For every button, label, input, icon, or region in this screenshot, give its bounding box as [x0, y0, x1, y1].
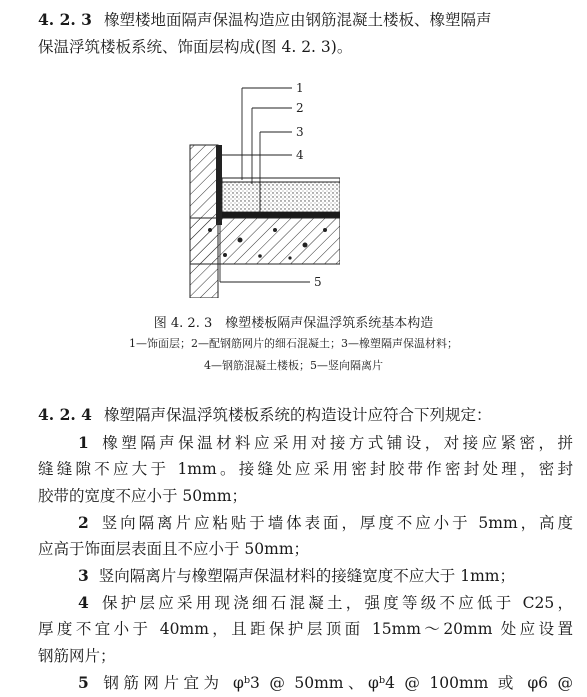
figure-legend-line-1: 1—饰面层；2—配钢筋网片的细石混凝土；3—橡塑隔声保温材料；	[129, 337, 458, 350]
item-4-line-2: 厚度不宜小于 40mm，且距保护层顶面 15mm～20mm 处应设置	[38, 620, 573, 638]
figure-label-2: 2	[296, 101, 304, 115]
item-5-line-1	[78, 673, 573, 693]
layer-insulation	[222, 212, 340, 218]
item-2-line-2: 应高于饰面层表面且不应小于 50mm；	[38, 540, 310, 558]
item-number: 5	[78, 673, 89, 692]
clause-text: 橡塑楼地面隔声保温构造应由钢筋混凝土楼板、橡塑隔声	[103, 11, 492, 29]
figure-label-3: 3	[296, 125, 304, 139]
vertical-separator	[216, 145, 222, 225]
item-number: 1	[78, 433, 89, 452]
item-text: 竖向隔离片应粘贴于墙体表面，厚度不应小于 5mm，高度	[98, 514, 573, 532]
layer-fine-concrete	[222, 182, 340, 212]
figure-caption: 图 4. 2. 3 橡塑楼板隔声保温浮筑系统基本构造	[153, 316, 434, 331]
item-4-line-1	[78, 593, 573, 613]
clause-text: 橡塑隔声保温浮筑楼板系统的构造设计应符合下列规定：	[103, 406, 492, 424]
item-text: 钢筋网片宜为 φᵇ3 @ 50mm、φᵇ4 @ 100mm 或 φ6 @	[98, 674, 573, 692]
clause-number: 4. 2. 3	[38, 10, 92, 29]
item-1-line-1	[78, 433, 573, 453]
item-2-line-1	[78, 513, 573, 533]
clause-4-2-3-line-2: 保温浮筑楼板系统、饰面层构成(图 4. 2. 3)。	[38, 38, 353, 56]
figure-label-5: 5	[314, 275, 322, 289]
item-number: 3	[78, 566, 89, 585]
item-4-line-3: 钢筋网片；	[38, 647, 116, 665]
item-number: 2	[78, 513, 89, 532]
layer-finish	[222, 178, 340, 182]
item-text: 橡塑隔声保温材料应采用对接方式铺设，对接应紧密，拼	[98, 434, 573, 452]
clause-4-2-4-intro	[38, 405, 573, 425]
figure-label-1: 1	[296, 81, 304, 95]
item-1-line-2: 缝缝隙不应大于 1mm。接缝处应采用密封胶带作密封处理，密封	[38, 460, 573, 478]
clause-4-2-3-line-1	[38, 10, 573, 30]
item-3-line-1	[78, 566, 573, 586]
figure-legend-line-2: 4—钢筋混凝土楼板；5—竖向隔离片	[204, 359, 383, 372]
layer-rc-slab	[190, 218, 340, 264]
construction-figure	[180, 80, 340, 298]
clause-number: 4. 2. 4	[38, 405, 92, 424]
item-1-line-3: 胶带的宽度不应小于 50mm；	[38, 487, 248, 505]
item-text: 竖向隔离片与橡塑隔声保温材料的接缝宽度不应大于 1mm；	[98, 567, 515, 585]
item-number: 4	[78, 593, 89, 612]
item-text: 保护层应采用现浇细石混凝土，强度等级不应低于 C25，	[98, 594, 573, 612]
figure-label-4: 4	[296, 148, 304, 162]
